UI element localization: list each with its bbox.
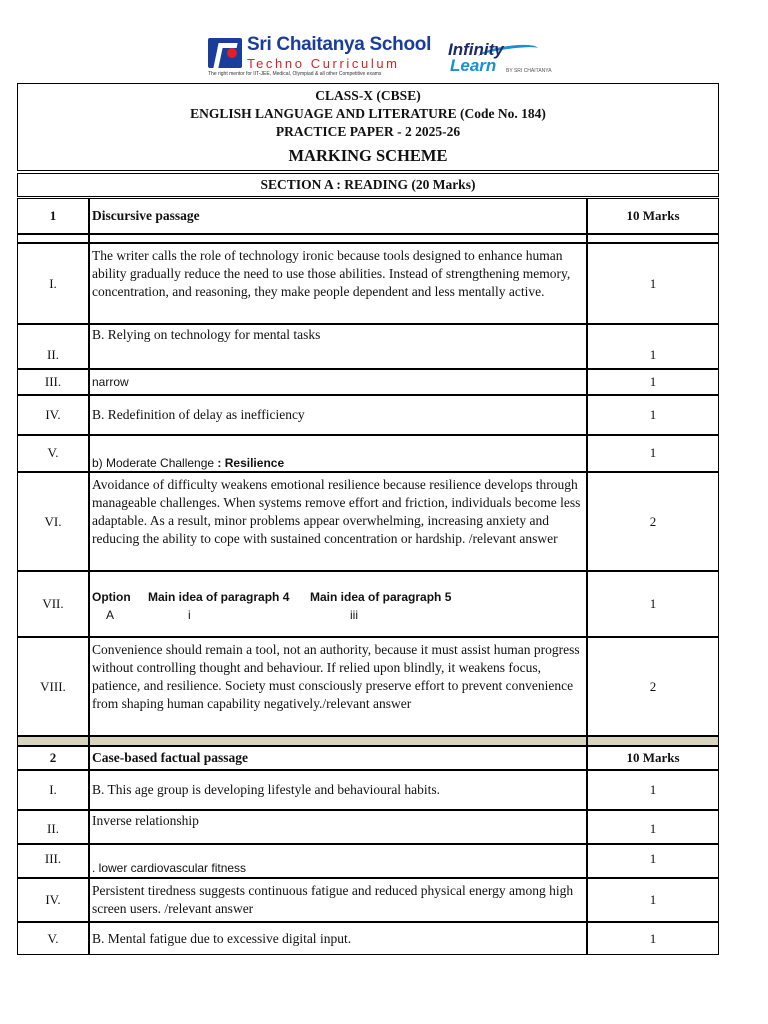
table-row bbox=[17, 844, 719, 878]
answer-text: Avoidance of difficulty weakens emotional resilience because resilience develops through manageable challenges. When systems remove effort and friction, individuals become less adaptable. As a result, minor problems appear overwhelming, increasing anxiety and reducing the ability to cope with sustained concentration or hardship. /relevant answer bbox=[92, 477, 581, 546]
infinity-learn-logo bbox=[448, 36, 552, 80]
answer-text: B. Relying on technology for mental tasks bbox=[92, 327, 321, 342]
sub-question-number: V. bbox=[47, 445, 59, 460]
table-row bbox=[17, 395, 719, 435]
section-heading: SECTION A : READING (20 Marks) bbox=[17, 173, 719, 197]
answer-marks: 1 bbox=[649, 275, 657, 291]
table-row bbox=[17, 472, 719, 571]
answer-marks: 1 bbox=[649, 851, 657, 866]
answer-text bbox=[92, 454, 582, 472]
paragraph5-value: iii bbox=[350, 608, 358, 622]
question-title: Case-based factual passage bbox=[92, 750, 249, 765]
question-number: 1 bbox=[49, 208, 57, 223]
table-row bbox=[17, 637, 719, 736]
school-tagline: The right mentor for IIT-JEE, Medical, Olympiad & all other Competitive exams bbox=[208, 71, 382, 77]
table-row bbox=[17, 324, 719, 369]
sub-question-number: V. bbox=[47, 931, 59, 946]
question-marks: 10 Marks bbox=[626, 750, 680, 765]
sub-question-number: III. bbox=[44, 851, 62, 866]
separator-row bbox=[17, 736, 719, 746]
answer-text: Persistent tiredness suggests continuous fatigue and reduced physical energy among high screen users. /relevant answer bbox=[92, 883, 574, 916]
sub-question-number: VII. bbox=[42, 596, 64, 611]
paragraph4-header: Main idea of paragraph 4 bbox=[148, 590, 290, 604]
table-row bbox=[17, 878, 719, 922]
answer-text: Inverse relationship bbox=[92, 813, 199, 828]
answer-marks: 1 bbox=[649, 596, 657, 611]
answer-marks: 1 bbox=[649, 892, 657, 907]
answer-marks: 1 bbox=[649, 374, 657, 389]
table-row bbox=[17, 369, 719, 395]
question-header-row bbox=[17, 198, 719, 234]
marking-scheme-title: MARKING SCHEME bbox=[288, 146, 448, 165]
answer-text: Convenience should remain a tool, not an authority, because it must assist human progress without controlling thought and behaviour. If relied upon blindly, it weakens focus, patience, and resilience. Society must consciously preserve effort to prevent convenience from shaping human capability negatively./relevant answer bbox=[92, 642, 580, 711]
sub-question-number: I. bbox=[49, 275, 57, 291]
school-name: Sri Chaitanya School bbox=[247, 34, 432, 55]
subject-title: ENGLISH LANGUAGE AND LITERATURE (Code No. 184) bbox=[190, 106, 546, 121]
answer-keyword: : Resilience bbox=[217, 456, 285, 470]
sub-question-number: IV. bbox=[45, 407, 61, 422]
table-row bbox=[17, 922, 719, 955]
header-logos bbox=[0, 30, 768, 82]
sub-question-number: II. bbox=[47, 347, 59, 362]
school-emblem-icon bbox=[208, 38, 242, 68]
answer-text: B. Redefinition of delay as inefficiency bbox=[92, 407, 305, 422]
table-row bbox=[17, 243, 719, 324]
sri-chaitanya-logo bbox=[208, 36, 436, 80]
sub-question-number: VIII. bbox=[40, 678, 66, 694]
answer-text: The writer calls the role of technology ironic because tools designed to enhance human ability gradually reduce the need to use those abilities. Instead of strengthening memory, concentration, and reasoning, they make people dependent and less mentally active. bbox=[92, 248, 571, 299]
answer-marks: 1 bbox=[649, 347, 657, 362]
school-subtitle: Techno Curriculum bbox=[247, 56, 400, 71]
question-marks: 10 Marks bbox=[626, 208, 680, 223]
question-header-row bbox=[17, 746, 719, 770]
answer-marks: 2 bbox=[649, 513, 657, 529]
option-header: Option bbox=[92, 590, 131, 604]
paragraph5-header: Main idea of paragraph 5 bbox=[310, 590, 452, 604]
partner-line1: Infinity bbox=[448, 40, 504, 59]
answer-marks: 1 bbox=[649, 931, 657, 946]
answer-text: B. Mental fatigue due to excessive digital input. bbox=[92, 931, 352, 946]
sub-question-number: VI. bbox=[44, 513, 62, 529]
class-title: CLASS-X (CBSE) bbox=[315, 88, 421, 103]
question-number: 2 bbox=[49, 750, 57, 765]
table-row bbox=[17, 770, 719, 810]
sub-question-number: II. bbox=[47, 821, 59, 836]
sub-question-number: III. bbox=[44, 374, 62, 389]
partner-small: BY SRI CHAITANYA bbox=[506, 68, 552, 74]
title-block bbox=[17, 83, 719, 171]
answer-marks: 1 bbox=[649, 821, 657, 836]
paper-title: PRACTICE PAPER - 2 2025-26 bbox=[275, 124, 461, 139]
spacer-row bbox=[17, 234, 719, 243]
answer-text: narrow bbox=[92, 375, 129, 389]
question-title: Discursive passage bbox=[92, 208, 200, 223]
table-row bbox=[17, 571, 719, 637]
table-row bbox=[17, 435, 719, 472]
sub-question-number: I. bbox=[49, 782, 57, 797]
option-value: A bbox=[106, 608, 115, 622]
answer-option: b) Moderate Challenge bbox=[92, 456, 218, 470]
answer-marks: 1 bbox=[649, 782, 657, 797]
answer-marks: 1 bbox=[649, 407, 657, 422]
answer-marks: 1 bbox=[649, 445, 657, 460]
sub-question-number: IV. bbox=[45, 892, 61, 907]
paragraph4-value: i bbox=[188, 608, 191, 622]
partner-line2: Learn bbox=[450, 56, 497, 75]
answer-marks: 2 bbox=[649, 678, 657, 694]
answer-text: . lower cardiovascular fitness bbox=[92, 861, 247, 875]
answer-text: B. This age group is developing lifestyle and behavioural habits. bbox=[92, 782, 441, 797]
table-row bbox=[17, 810, 719, 844]
